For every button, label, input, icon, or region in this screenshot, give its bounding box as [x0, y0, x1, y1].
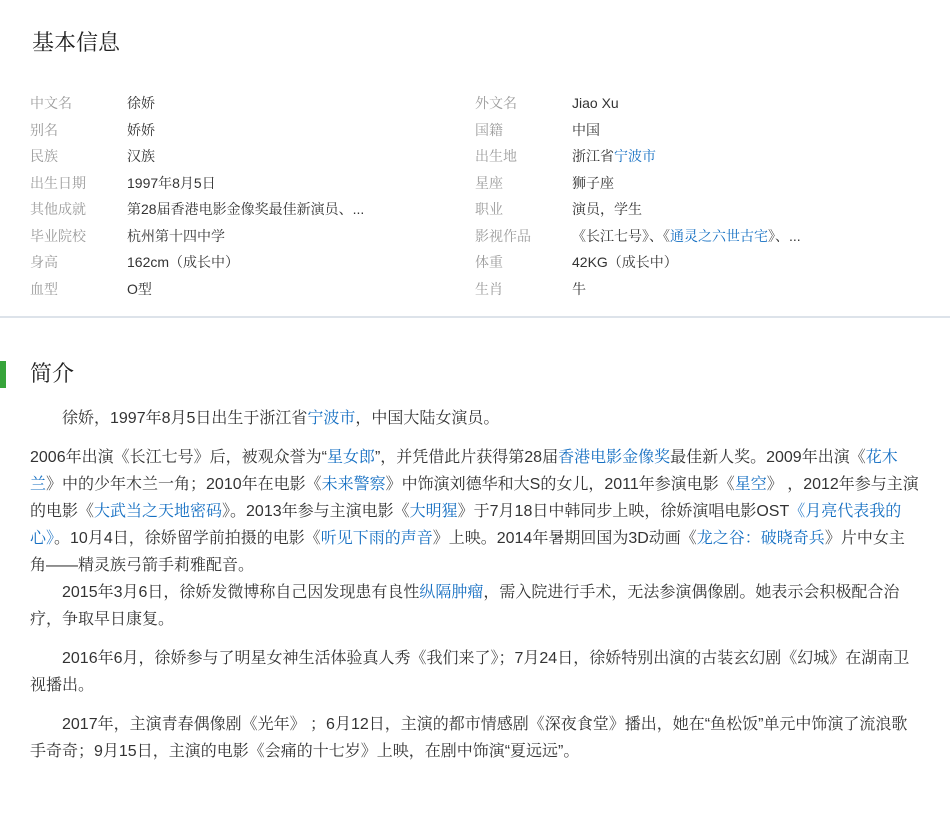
inline-link[interactable]: 纵隔肿瘤: [419, 584, 484, 601]
inline-link[interactable]: 宁波市: [614, 148, 656, 164]
inline-link[interactable]: 花木兰: [30, 449, 898, 493]
info-value: 徐娇: [127, 95, 155, 111]
info-value: 娇娇: [127, 121, 155, 138]
info-row: [475, 276, 920, 303]
info-value: 42KG（成长中）: [572, 254, 678, 270]
info-label: 血型: [30, 280, 58, 297]
section-divider: [0, 316, 950, 318]
info-value: 汉族: [127, 148, 155, 164]
info-label: 职业: [475, 201, 503, 217]
green-accent-bar: [0, 361, 6, 388]
info-label: 星座: [475, 174, 503, 191]
info-value: 浙江省宁波市: [572, 148, 656, 164]
info-value: 第28届香港电影金像奖最佳新演员、...: [127, 201, 365, 217]
info-value: 162cm（成长中）: [127, 254, 240, 270]
basic-info-table: [30, 90, 920, 302]
inline-link[interactable]: 听见下雨的声音: [320, 530, 433, 547]
info-row: [475, 117, 920, 144]
info-value: 狮子座: [572, 174, 614, 191]
inline-link[interactable]: 龙之谷：破晓奇兵: [696, 530, 825, 547]
intro-header: [0, 359, 950, 389]
info-label: 身高: [30, 254, 58, 270]
inline-link[interactable]: 香港电影金像奖: [558, 449, 671, 466]
info-label: 民族: [30, 148, 58, 164]
intro-title: 简介: [30, 361, 75, 386]
baike-page: [0, 28, 950, 819]
inline-link[interactable]: 未来警察: [321, 476, 386, 493]
info-value: 牛: [572, 280, 586, 297]
info-value: Jiao Xu: [572, 95, 619, 111]
info-value: 中国: [572, 121, 600, 138]
info-row: [475, 90, 920, 117]
info-row: [475, 196, 920, 223]
inline-link[interactable]: 星女郎: [326, 449, 375, 466]
info-row: [475, 143, 920, 170]
intro-paragraph: 2016年6月，徐娇参与了明星女神生活体验真人秀《我们来了》；7月24日，徐娇特别出演的古装玄幻剧《幻城》在湖南卫视播出。: [30, 650, 910, 694]
info-value: 杭州第十四中学: [127, 227, 225, 244]
inline-link[interactable]: 《月亮代表我的心》: [30, 503, 902, 547]
info-row: [475, 170, 920, 197]
basic-info-section: [0, 28, 950, 302]
inline-link[interactable]: 星空: [734, 476, 767, 493]
info-label: 出生日期: [30, 174, 86, 191]
info-label: 别名: [30, 121, 58, 138]
info-row: [30, 90, 475, 117]
info-row: [30, 276, 475, 303]
info-value: 《长江七号》、《通灵之六世古宅》、...: [572, 227, 801, 244]
info-label: 影视作品: [475, 227, 531, 244]
info-row: [30, 249, 475, 276]
intro-paragraphs: [0, 405, 950, 793]
inline-link[interactable]: 大明猩: [409, 503, 458, 520]
inline-link[interactable]: 通灵之六世古宅: [670, 227, 768, 244]
intro-section: [0, 359, 950, 793]
info-label: 国籍: [475, 121, 503, 138]
info-row: [30, 117, 475, 144]
basic-info-right-column: [475, 90, 920, 302]
info-value: O型: [127, 280, 152, 297]
inline-link[interactable]: 大武当之天地密码: [94, 503, 223, 520]
info-row: [30, 223, 475, 250]
info-label: 其他成就: [30, 201, 86, 217]
info-row: [30, 196, 475, 223]
info-label: 出生地: [475, 148, 517, 164]
intro-paragraph: 2015年3月6日，徐娇发微博称自己因发现患有良性纵隔肿瘤，需入院进行手术，无法参演偶像剧。她表示会积极配合治疗，争取早日康复。: [30, 584, 900, 628]
intro-paragraph: 2006年出演《长江七号》后，被观众誉为“星女郎”，并凭借此片获得第28届香港电影金像奖最佳新人奖。2009年出演《花木兰》中的少年木兰一角；2010年在电影《未来警察》中饰演刘德华和大S的女儿，2011年参演电影《星空》 ，2012年参与主演的电影《大武当之天地密码》。2013年参与主演电影《大明猩》于7月18日中韩同步上映，徐娇演唱电影OST《月亮代表我的心》。10月4日，徐娇留学前拍摄的电影《听见下雨的声音》上映。2014年暑期回国为3D动画《龙之谷：破晓奇兵》片中女主角——精灵族弓箭手莉雅配音。: [30, 449, 919, 574]
info-value: 演员，学生: [572, 201, 642, 217]
info-row: [30, 143, 475, 170]
info-row: [475, 249, 920, 276]
info-row: [475, 223, 920, 250]
info-label: 体重: [475, 254, 503, 270]
intro-paragraph: 2017年，主演青春偶像剧《光年》 ；6月12日，主演的都市情感剧《深夜食堂》播出，她在“鱼松饭”单元中饰演了流浪歌手奇奇；9月15日，主演的电影《会痛的十七岁》上映，在剧中饰演“夏远远”。: [30, 716, 908, 760]
intro-paragraph: 徐娇，1997年8月5日出生于浙江省宁波市，中国大陆女演员。: [62, 410, 500, 427]
info-value: 1997年8月5日: [127, 174, 216, 191]
inline-link[interactable]: 宁波市: [307, 410, 356, 427]
info-label: 生肖: [475, 280, 503, 297]
info-label: 外文名: [475, 95, 517, 111]
info-label: 毕业院校: [30, 227, 86, 244]
info-row: [30, 170, 475, 197]
basic-info-title: 基本信息: [32, 30, 121, 55]
info-label: 中文名: [30, 95, 72, 111]
basic-info-left-column: [30, 90, 475, 302]
